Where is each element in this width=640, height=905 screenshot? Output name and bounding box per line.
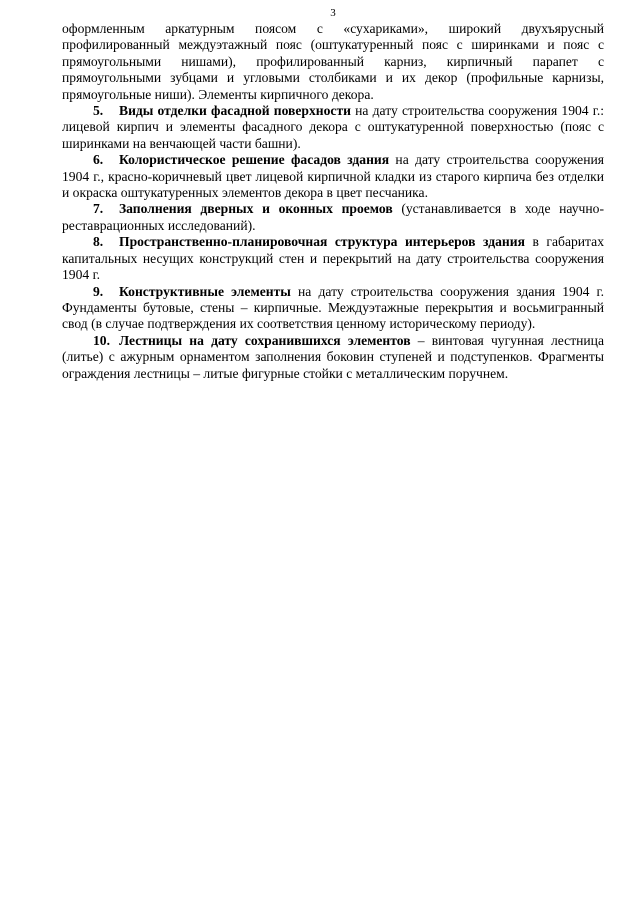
item-text: на дату строительства сооружения 1904 г., красно-коричневый цвет лицевой кирпичной кладки из старого кирпича без отделки и окраска оштукатуренных элементов декора в цвет песчаника. <box>62 152 604 201</box>
item-text: на дату строительства сооружения 1904 г.: лицевой кирпич и элементы фасадного декора с оштукатуренной поверхностью (пояс с ширинками на венчающей части башни). <box>62 103 604 151</box>
intro-paragraph: оформленным аркатурным поясом с «сухариками», широкий двухъярусный профилированный междуэтажный пояс (оштукатуренный пояс с ширинками и пояс с прямоугольными нишами), профилированный карниз, кирпичный парапет с прямоугольными зубцами и угловыми столбиками и их декор (профильные карнизы, прямоугольные ниши). Элементы кирпичного декора. <box>62 21 604 102</box>
item-9 <box>62 284 604 333</box>
item-heading: Конструктивные элементы <box>119 283 291 299</box>
item-heading: Заполнения дверных и оконных проемов <box>119 201 393 217</box>
item-number: 9. <box>93 283 104 299</box>
item-heading: Виды отделки фасадной поверхности <box>119 103 351 119</box>
item-5 <box>62 103 604 152</box>
item-10 <box>62 333 604 382</box>
document-page <box>62 0 604 382</box>
page-number: 3 <box>330 7 336 19</box>
item-number: 7. <box>93 201 104 217</box>
item-text: на дату строительства сооружения здания 1904 г. Фундаменты бутовые, стены – кирпичные. Междуэтажные перекрытия и восьмигранный свод (в случае подтверждения их соответствия ценному историческому периоду). <box>62 283 604 332</box>
item-6 <box>62 152 604 201</box>
item-heading: Колористическое решение фасадов здания <box>119 152 390 168</box>
item-text: (устанавливается в ходе научно-реставрационных исследований). <box>62 201 604 233</box>
item-number: 10. <box>93 332 110 348</box>
item-number: 5. <box>93 103 104 119</box>
item-7 <box>62 201 604 234</box>
item-heading: Лестницы на дату сохранившихся элементов <box>119 332 411 348</box>
item-text: – винтовая чугунная лестница (литье) с ажурным орнаментом заполнения боковин ступеней и подступенков. Фрагменты ограждения лестницы – литые фигурные стойки с металлическим поручнем. <box>62 332 604 381</box>
item-heading: Пространственно-планировочная структура интерьеров здания <box>119 234 525 250</box>
item-number: 8. <box>93 234 104 250</box>
item-text: в габаритах капитальных несущих конструкций стен и перекрытий на дату строительства сооружения 1904 г. <box>62 234 604 283</box>
item-8 <box>62 234 604 283</box>
item-number: 6. <box>93 152 104 168</box>
